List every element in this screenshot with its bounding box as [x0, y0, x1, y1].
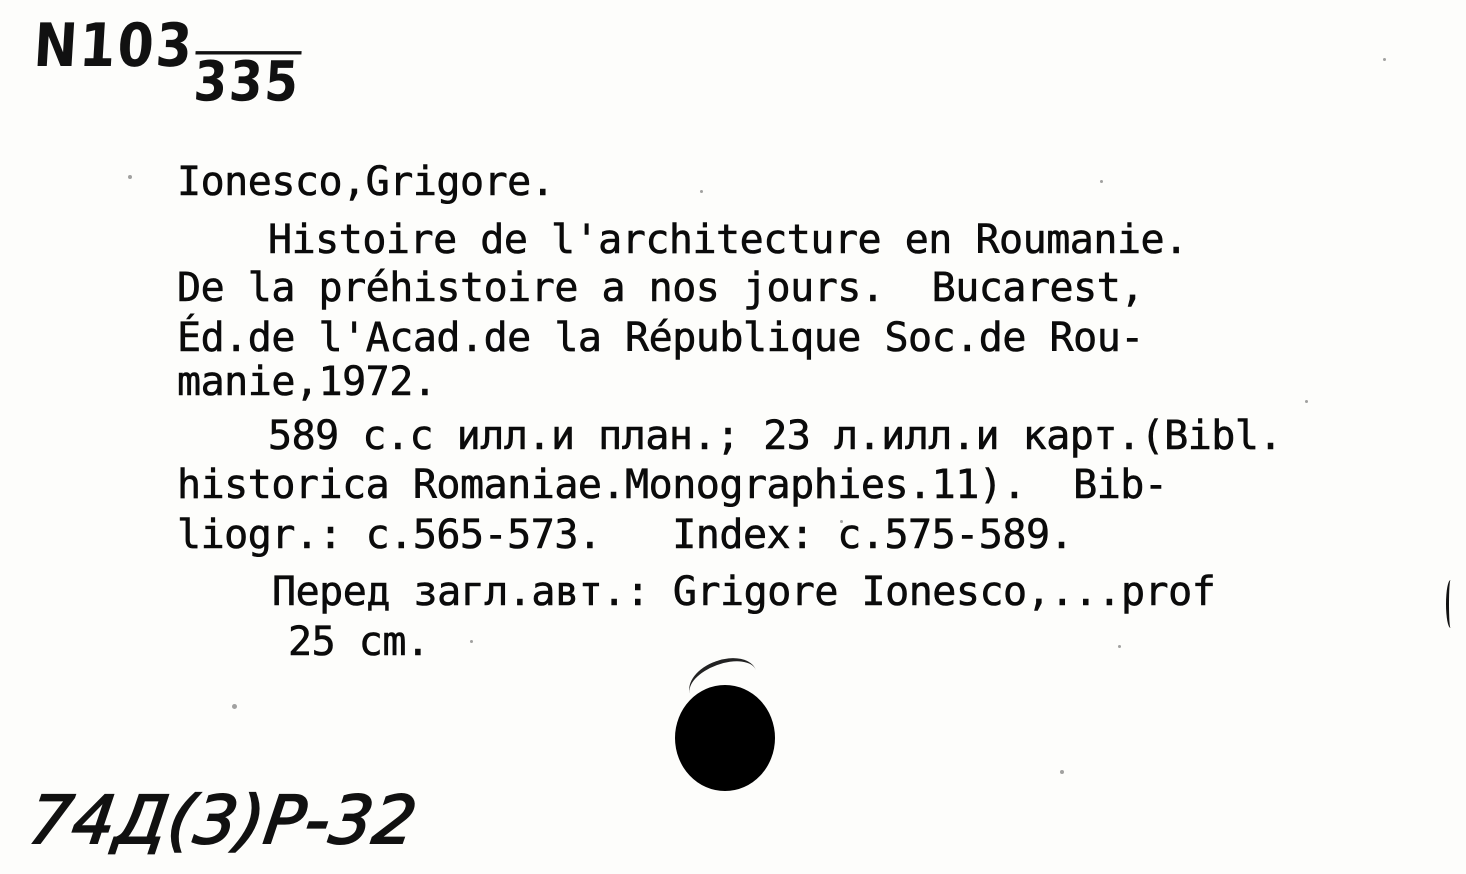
speckle	[1118, 645, 1121, 648]
author-heading: Ionesco,Grigore.	[177, 159, 555, 205]
call-number	[31, 12, 304, 115]
speckle	[470, 640, 473, 643]
speckle	[128, 175, 132, 179]
speckle	[700, 190, 703, 193]
speckle	[1305, 400, 1308, 403]
speckle	[1060, 770, 1064, 774]
publisher-line-end: manie,1972.	[177, 359, 437, 405]
call-number-sub: 335	[191, 49, 302, 115]
speckle	[232, 704, 237, 709]
title-line-1: Histoire de l'architecture en Roumanie.	[268, 217, 1188, 263]
punch-hole	[675, 685, 775, 791]
author-note: Перед загл.авт.: Grigore Ionesco,...prof	[272, 569, 1216, 615]
bibliography-note: liogr.: с.565-573. Index: с.575-589.	[177, 512, 1074, 558]
shelf-mark: 74Д(3)Р-32	[24, 782, 423, 859]
speckle	[1100, 180, 1103, 183]
call-number-main: Ν103	[31, 12, 197, 81]
speckle	[1383, 58, 1386, 61]
collation-line-2: historica Romaniae.Monographies.11). Bib-	[177, 462, 1168, 508]
title-line-2: De la préhistoire a nos jours. Bucarest,	[177, 265, 1144, 311]
publisher-line: Éd.de l'Acad.de la République Soc.de Rou-	[177, 315, 1144, 361]
size-note: 25 cm.	[288, 619, 430, 665]
edge-mark	[1446, 580, 1455, 628]
collation-line-1: 589 с.с илл.и план.; 23 л.илл.и карт.(Bibl.	[268, 413, 1283, 459]
